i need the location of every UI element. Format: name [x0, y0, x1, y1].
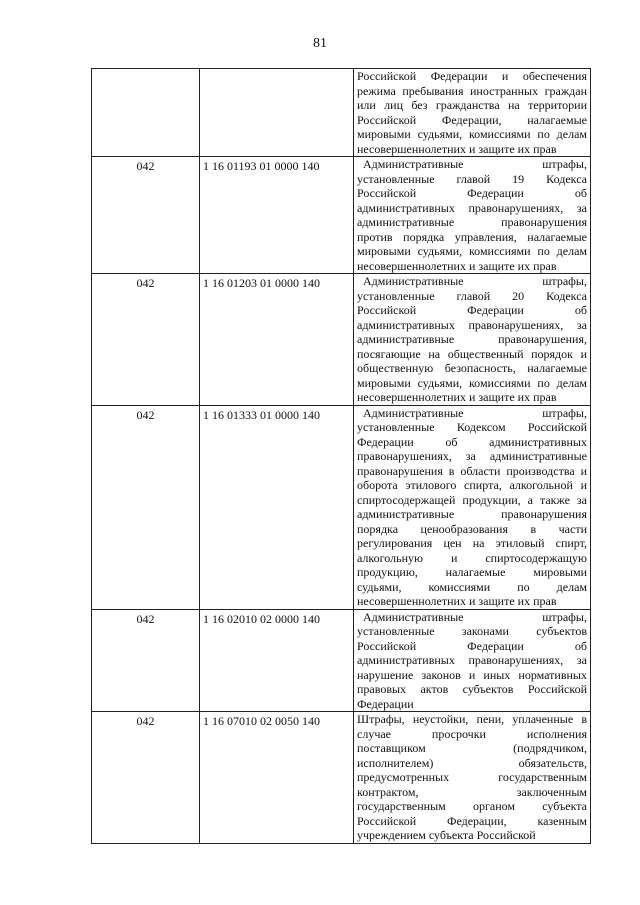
- description-line: Российской Федерации, налагаемые: [357, 112, 587, 127]
- description-line: административных правонарушениях, за: [357, 653, 587, 667]
- description-line: несовершеннолетних и защите их прав: [357, 390, 557, 404]
- budget-classification-code-cell: 1 16 01203 01 0000 140: [200, 274, 354, 406]
- page-number: 81: [313, 36, 327, 51]
- admin-code-cell: 042: [92, 274, 200, 406]
- description-line: административных правонарушениях, за: [357, 200, 587, 215]
- description-cell: [354, 69, 591, 157]
- description-line: установленные законами субъектов: [357, 624, 587, 638]
- description-cell: [354, 405, 591, 609]
- description-line: Российской Федерации об: [357, 186, 587, 200]
- description-line: правонарушениях, за административные: [357, 449, 587, 463]
- budget-classification-code-cell: 1 16 07010 02 0050 140: [200, 712, 354, 844]
- description-line: Российской Федерации об: [357, 303, 587, 317]
- table-row: [92, 712, 591, 844]
- description-line: случае просрочки исполнения: [357, 726, 587, 741]
- description-line: судьями, комиссиями по делам: [357, 579, 587, 594]
- description-line: алкогольную и спиртосодержащую: [357, 550, 587, 565]
- description-line: порядка ценообразования в части: [357, 521, 587, 536]
- description-line: Административные штрафы,: [363, 405, 587, 420]
- description-line: административные правонарушения,: [357, 332, 587, 346]
- description-line: несовершеннолетних и защите их прав: [357, 258, 557, 273]
- table-row: [92, 69, 591, 157]
- description-line: административные правонарушения: [357, 507, 587, 521]
- budget-classification-code-cell: 1 16 01193 01 0000 140: [200, 157, 354, 274]
- description-line: установленные Кодексом Российской: [357, 420, 587, 434]
- table-row: [92, 157, 591, 274]
- description-cell: [354, 157, 591, 274]
- description-line: нарушение законов и иных нормативных: [357, 667, 587, 682]
- budget-classification-code-cell: 1 16 02010 02 0000 140: [200, 609, 354, 712]
- description-line: регулирования цен на этиловый спирт,: [357, 536, 587, 550]
- description-line: исполнителем) обязательств,: [357, 755, 587, 770]
- description-line: установленные главой 19 Кодекса: [357, 171, 587, 186]
- table-row: [92, 405, 591, 609]
- table-row: [92, 274, 591, 406]
- description-line: предусмотренных государственным: [357, 770, 587, 784]
- description-line: режима пребывания иностранных граждан: [357, 83, 587, 98]
- budget-classification-code-cell: 1 16 01333 01 0000 140: [200, 405, 354, 609]
- description-line: Штрафы, неустойки, пени, уплаченные в: [357, 712, 587, 726]
- description-line: правонарушения в области производства и: [357, 463, 587, 478]
- table-body: [92, 69, 591, 844]
- description-line: Административные штрафы,: [363, 609, 587, 624]
- table-row: [92, 609, 591, 712]
- description-line: несовершеннолетних и защите их прав: [357, 141, 557, 156]
- description-line: государственным органом субъекта: [357, 799, 587, 813]
- description-line: Российской Федерации, казенным: [357, 813, 587, 828]
- description-line: несовершеннолетних и защите их прав: [357, 594, 557, 608]
- description-line: административных правонарушениях, за: [357, 317, 587, 332]
- description-line: административные правонарушения: [357, 215, 587, 229]
- description-line: установленные главой 20 Кодекса: [357, 288, 587, 303]
- description-cell: [354, 609, 591, 712]
- description-line: учреждением субъекта Российской: [357, 828, 536, 842]
- admin-code-cell: 042: [92, 157, 200, 274]
- description-line: Российской Федерации и обеспечения: [357, 69, 587, 83]
- description-line: мировыми судьями, комиссиями по делам: [357, 127, 587, 141]
- description-cell: [354, 274, 591, 406]
- description-line: посягающие на общественный порядок и: [357, 346, 587, 361]
- description-line: Административные штрафы,: [363, 157, 587, 171]
- admin-code-cell: 042: [92, 609, 200, 712]
- description-line: контрактом, заключенным: [357, 784, 587, 799]
- description-line: оборота этилового спирта, алкогольной и: [357, 478, 587, 492]
- description-line: мировыми судьями, комиссиями по делам: [357, 375, 587, 390]
- description-line: поставщиком (подрядчиком,: [357, 741, 587, 755]
- description-line: общественную безопасность, налагаемые: [357, 361, 587, 375]
- description-line: правовых актов субъектов Российской: [357, 682, 587, 696]
- budget-classification-code-cell: [200, 69, 354, 157]
- description-line: мировыми судьями, комиссиями по делам: [357, 244, 587, 258]
- admin-code-cell: 042: [92, 712, 200, 844]
- description-line: Административные штрафы,: [363, 274, 587, 288]
- description-line: продукцию, налагаемые мировыми: [357, 565, 587, 579]
- admin-code-cell: 042: [92, 405, 200, 609]
- description-cell: [354, 712, 591, 844]
- description-line: или лиц без гражданства на территории: [357, 98, 587, 112]
- description-line: Федерации об административных: [357, 434, 587, 449]
- description-line: против порядка управления, налагаемые: [357, 229, 587, 244]
- revenue-codes-table: [91, 68, 591, 844]
- description-line: Федерации: [357, 696, 414, 711]
- description-line: Российской Федерации об: [357, 638, 587, 653]
- description-line: спиртосодержащей продукции, а также за: [357, 492, 587, 507]
- admin-code-cell: [92, 69, 200, 157]
